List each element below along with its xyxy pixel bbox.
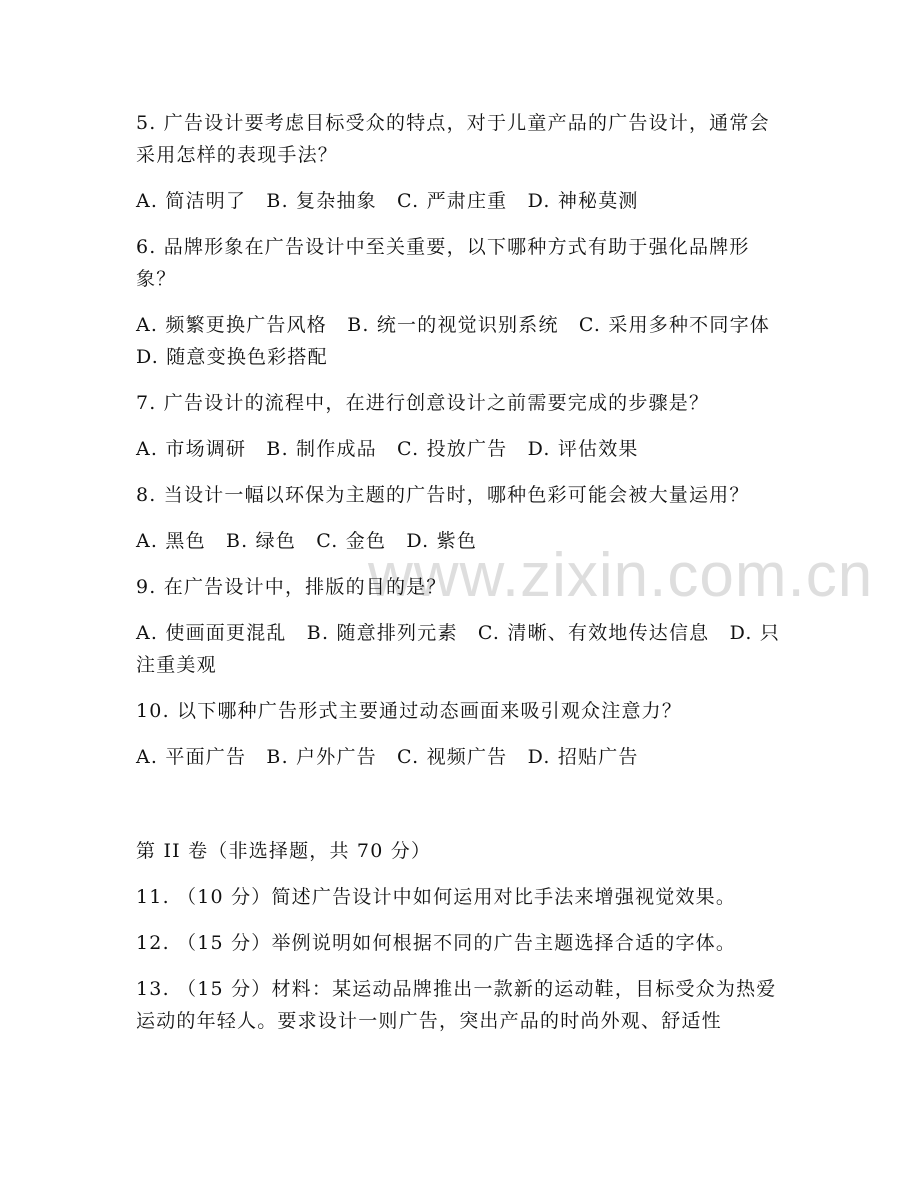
question-block-10 [136,695,786,773]
section-spacer [136,787,786,835]
question-options: A. 黑色 B. 绿色 C. 金色 D. 紫色 [136,530,478,552]
question-options: A. 平面广告 B. 户外广告 C. 视频广告 D. 招贴广告 [136,746,639,768]
document-content [136,107,791,1051]
question-text: 9. 在广告设计中，排版的目的是？ [136,576,447,598]
question-block-6 [136,231,791,373]
question-block-8 [136,479,786,557]
question-text: 7. 广告设计的流程中，在进行创意设计之前需要完成的步骤是？ [136,392,710,414]
question-block-7 [136,387,786,465]
question-options: A. 市场调研 B. 制作成品 C. 投放广告 D. 评估效果 [136,438,639,460]
section-heading: 第 II 卷（非选择题，共 70 分） [136,840,432,862]
question-block-9 [136,571,786,681]
essay-question-12: 12. （15 分）举例说明如何根据不同的广告主题选择合适的字体。 [136,932,737,954]
question-text: 8. 当设计一幅以环保为主题的广告时，哪种色彩可能会被大量运用？ [136,484,750,506]
question-block-5 [136,107,786,217]
watermark: www.zixin.com.cn [368,541,874,610]
question-text: 6. 品牌形象在广告设计中至关重要，以下哪种方式有助于强化品牌形象？ [136,236,750,290]
essay-question-13: 13. （15 分）材料：某运动品牌推出一款新的运动鞋，目标受众为热爱运动的年轻人。要求设计一则广告，突出产品的时尚外观、舒适性 [136,978,777,1032]
question-options: A. 简洁明了 B. 复杂抽象 C. 严肃庄重 D. 神秘莫测 [136,190,639,212]
question-text: 10. 以下哪种广告形式主要通过动态画面来吸引观众注意力？ [136,700,683,722]
question-options: A. 频繁更换广告风格 B. 统一的视觉识别系统 C. 采用多种不同字体 D. 随意变换色彩搭配 [136,314,791,368]
question-text: 5. 广告设计要考虑目标受众的特点，对于儿童产品的广告设计，通常会采用怎样的表现手法？ [136,112,770,166]
question-options: A. 使画面更混乱 B. 随意排列元素 C. 清晰、有效地传达信息 D. 只注重美观 [136,622,781,676]
essay-question-11: 11. （10 分）简述广告设计中如何运用对比手法来增强视觉效果。 [136,886,737,908]
